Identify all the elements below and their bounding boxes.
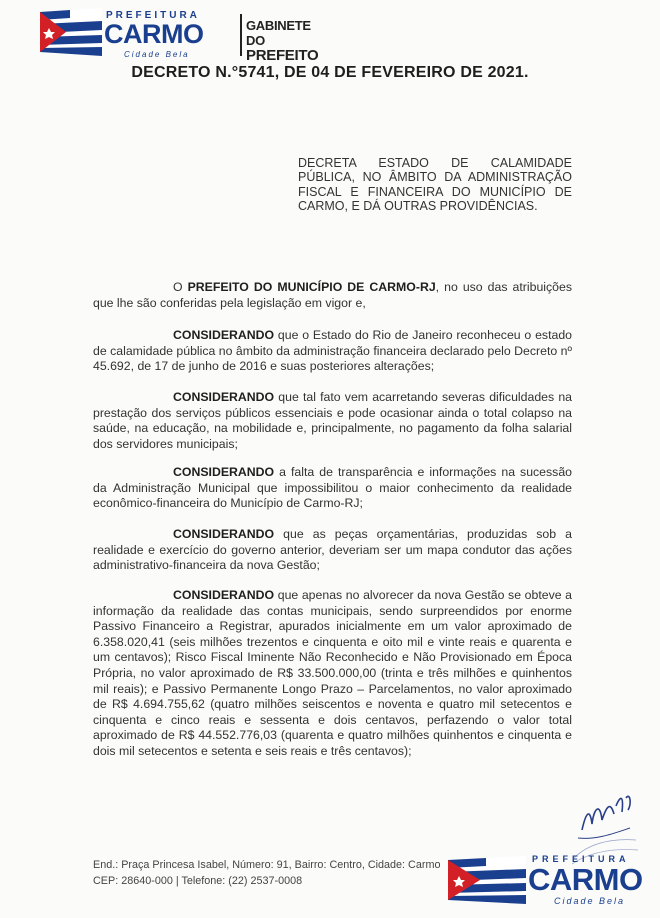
footer-phone: CEP: 28640-000 | Telefone: (22) 2537-0008 [93, 874, 303, 887]
office-line-2: PREFEITO [246, 47, 319, 64]
carmo-flag-icon [448, 856, 526, 904]
decree-title: DECRETO N.°5741, DE 04 DE FEVEREIRO DE 2021. [131, 64, 529, 81]
logo-prefeitura-text: PREFEITURA [106, 10, 200, 21]
prefeitura-logo [40, 8, 319, 64]
footer-contact [93, 858, 440, 889]
footer-logo-prefeitura-text: PREFEITURA [532, 854, 630, 864]
office-name [246, 18, 318, 63]
paragraph-bold: PREFEITO DO MUNICÍPIO DE CARMO-RJ [187, 280, 436, 294]
logo-cidade-bela-text: Cidade Bela [124, 50, 190, 59]
paragraph-text: que o Estado do Rio de Janeiro reconheceu o estado de calamidade pública no âmbito da administração financeira declarado pelo Decreto nº 45.692, de 17 de junho de 2016 e suas posteriores alterações; [93, 328, 572, 374]
paragraph-text: a falta de transparência e informações na sucessão da Administração Municipal que impossibilitou o maior conhecimento da realidade econômico-financeira do Município de Carmo-RJ; [93, 465, 572, 511]
logo-divider [240, 14, 242, 56]
office-line-1: GABINETE DO [246, 18, 311, 48]
paragraph-preamble [93, 280, 572, 311]
paragraph-bold: CONSIDERANDO [173, 328, 275, 342]
paragraph-text: que apenas no alvorecer da nova Gestão se obteve a informação da realidade das contas municipais, sendo surpreendidos por enorme Passivo Financeiro a Registrar, apurados inicialmente em um valor aproximado de 6.358.020,41 (seis milhões trezentos e cinquenta e oito mil e vinte reais e quarenta e um centavos); Risco Fiscal Iminente Não Reconhecido e Não Provisionado em Época Própria, no valor aproximado de R$ 33.500.000,00 (trinta e três milhões e quinhentos mil reais); e Passivo Permanente Longo Prazo – Parcelamentos, no valor aproximado de R$ 4.694.755,62 (quatro milhões seiscentos e noventa e quatro mil setecentos e cinquenta e cinco reais e sessenta e dois centavos, perfazendo o valor total aproximado de R$ 44.552.776,03 (quarenta e quatro milhões quinhentos e cinquenta e dois mil setecentos e setenta e seis reais e três centavos); [93, 588, 572, 758]
paragraph-considerando-2 [93, 390, 572, 452]
paragraph-bold: CONSIDERANDO [173, 527, 275, 541]
footer-address: End.: Praça Princesa Isabel, Número: 91, Bairro: Centro, Cidade: Carmo [93, 859, 441, 871]
paragraph-text: que as peças orçamentárias, produzidas sob a realidade e exercício do governo anterior, deveriam ser um mapa condutor das ações administrativo-financeira da nova Gestão; [93, 527, 572, 573]
paragraph-lead: O [173, 280, 188, 294]
paragraph-considerando-4 [93, 527, 572, 574]
decree-summary: DECRETA ESTADO DE CALAMIDADE PÚBLICA, NO ÂMBITO DA ADMINISTRAÇÃO FISCAL E FINANCEIRA DO MUNICÍPIO DE CARMO, E DÁ OUTRAS PROVIDÊNCIAS. [298, 156, 572, 213]
footer-logo [448, 854, 648, 908]
paragraph-considerando-5 [93, 588, 572, 760]
paragraph-text: que tal fato vem acarretando severas dificuldades na prestação dos serviços públicos essenciais e pode ocasionar ainda o total colapso na saúde, na educação, na mobilidade e, principalmente, no pagamento da folha salarial dos servidores municipais; [93, 390, 572, 451]
paragraph-bold: CONSIDERANDO [173, 588, 275, 602]
paragraph-bold: CONSIDERANDO [173, 465, 275, 479]
logo-carmo-text: CARMO [104, 19, 204, 49]
paragraph-considerando-1 [93, 328, 572, 375]
paragraph-bold: CONSIDERANDO [173, 390, 275, 404]
carmo-flag-icon [40, 8, 102, 56]
footer-logo-cidade-bela-text: Cidade Bela [554, 896, 626, 906]
footer-logo-carmo-text: CARMO [528, 862, 643, 897]
paragraph-text: , no uso das atribuições que lhe são conferidas pela legislação em vigor e, [93, 280, 572, 310]
paragraph-considerando-3 [93, 465, 572, 512]
